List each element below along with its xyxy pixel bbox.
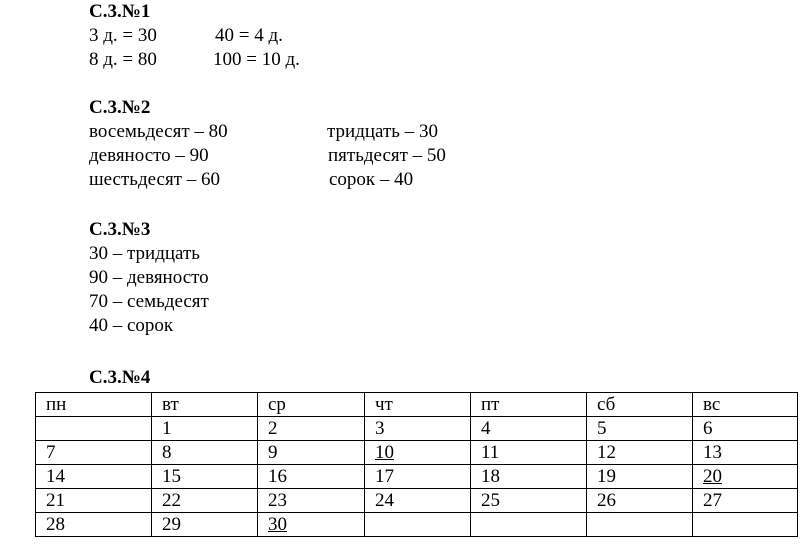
calendar-date-cell: 9 <box>258 441 365 465</box>
line-left: 8 д. = 80 <box>89 49 157 70</box>
calendar-week-row <box>36 465 798 489</box>
calendar-date-cell: 8 <box>152 441 258 465</box>
line-right: пятьдесят – 50 <box>328 145 446 166</box>
section-4 <box>89 366 150 390</box>
calendar-date-cell: 12 <box>587 441 693 465</box>
calendar-date-cell: 17 <box>365 465 471 489</box>
line-left: девяносто – 90 <box>89 145 209 166</box>
calendar-date-cell <box>471 513 587 537</box>
calendar-date-cell: 5 <box>587 417 693 441</box>
calendar-date-cell: 4 <box>471 417 587 441</box>
section-heading: С.3.№2 <box>89 97 151 118</box>
calendar-date-cell <box>36 417 152 441</box>
calendar-week-row <box>36 417 798 441</box>
section-heading: С.3.№1 <box>89 1 151 22</box>
calendar-day-header: ср <box>258 393 365 417</box>
calendar-date-cell: 21 <box>36 489 152 513</box>
calendar-date-cell: 24 <box>365 489 471 513</box>
calendar-day-header: чт <box>365 393 471 417</box>
calendar-date-cell: 14 <box>36 465 152 489</box>
calendar-date-cell: 23 <box>258 489 365 513</box>
calendar-date-cell: 13 <box>693 441 798 465</box>
section-3 <box>89 218 209 338</box>
calendar-date-cell: 2 <box>258 417 365 441</box>
calendar-date-cell: 20 <box>693 465 798 489</box>
line-right: 40 = 4 д. <box>215 25 283 46</box>
calendar-date-cell: 26 <box>587 489 693 513</box>
calendar-day-header: пт <box>471 393 587 417</box>
calendar-date-cell: 7 <box>36 441 152 465</box>
section-heading: С.3.№3 <box>89 219 151 240</box>
calendar-day-header: вс <box>693 393 798 417</box>
calendar-day-header: пн <box>36 393 152 417</box>
section-1 <box>89 0 300 72</box>
text-line <box>89 48 300 72</box>
line-left: 3 д. = 30 <box>89 25 157 46</box>
line-left: шестьдесят – 60 <box>89 169 220 190</box>
text-line <box>89 144 446 168</box>
text-line: 70 – семьдесят <box>89 291 209 312</box>
section-2 <box>89 96 446 192</box>
calendar-day-header: вт <box>152 393 258 417</box>
calendar-date-cell: 1 <box>152 417 258 441</box>
calendar-week-row <box>36 513 798 537</box>
calendar-date-cell: 3 <box>365 417 471 441</box>
calendar-date-cell: 30 <box>258 513 365 537</box>
calendar-date-cell <box>587 513 693 537</box>
calendar-date-cell: 15 <box>152 465 258 489</box>
text-line: 90 – девяносто <box>89 267 209 288</box>
calendar-date-cell: 28 <box>36 513 152 537</box>
calendar-week-row <box>36 441 798 465</box>
text-line <box>89 24 283 48</box>
line-right: тридцать – 30 <box>327 121 438 142</box>
calendar-date-cell <box>365 513 471 537</box>
text-line: 40 – сорок <box>89 315 174 336</box>
calendar-date-cell: 25 <box>471 489 587 513</box>
calendar-date-cell: 6 <box>693 417 798 441</box>
line-right: 100 = 10 д. <box>213 49 300 70</box>
calendar-table <box>35 392 798 537</box>
text-line <box>89 168 414 192</box>
calendar-header-row <box>36 393 798 417</box>
calendar-date-cell: 22 <box>152 489 258 513</box>
calendar-date-cell: 11 <box>471 441 587 465</box>
line-right: сорок – 40 <box>329 169 414 190</box>
calendar-body <box>36 393 798 537</box>
text-line: 30 – тридцать <box>89 243 200 264</box>
calendar-date-cell: 16 <box>258 465 365 489</box>
calendar-date-cell: 29 <box>152 513 258 537</box>
calendar-week-row <box>36 489 798 513</box>
calendar-day-header: сб <box>587 393 693 417</box>
calendar-date-cell: 18 <box>471 465 587 489</box>
calendar-date-cell <box>693 513 798 537</box>
section-heading: С.3.№4 <box>89 367 151 388</box>
calendar-date-cell: 10 <box>365 441 471 465</box>
line-left: восемьдесят – 80 <box>89 121 228 142</box>
text-line <box>89 120 438 144</box>
calendar-date-cell: 27 <box>693 489 798 513</box>
calendar-date-cell: 19 <box>587 465 693 489</box>
